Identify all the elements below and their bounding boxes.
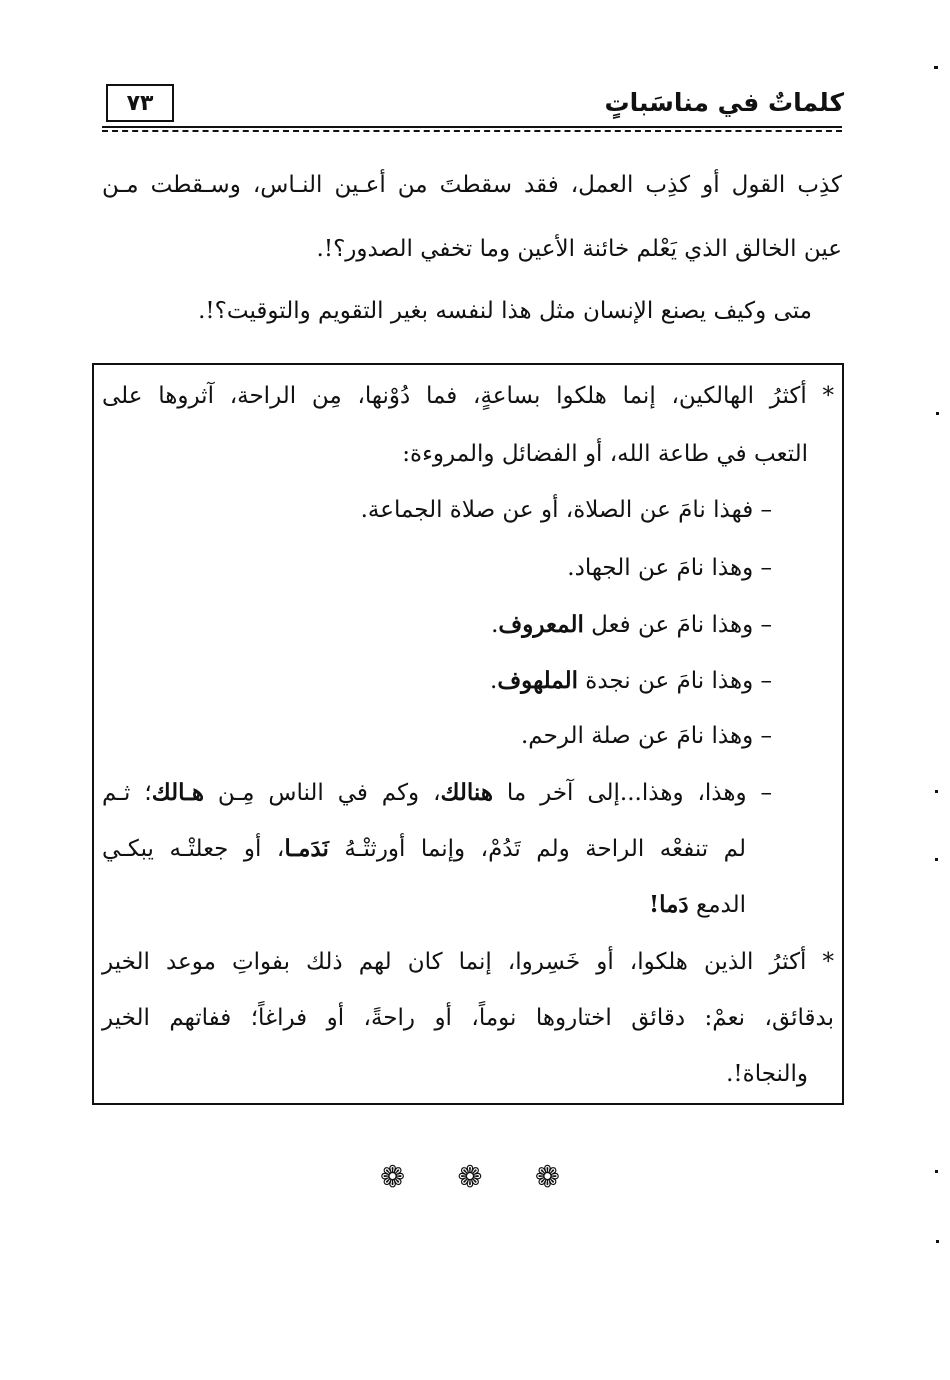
box-p2-line-2: بدقائق، نعمْ: دقائق اختاروها نوماً، أو راحةً، أو فراغاً؛ ففاتهم الخير [102,1005,834,1031]
list-item: – وهذا نامَ عن صلة الرحم. [520,723,772,749]
section-ornaments [380,1160,560,1195]
list-item-line-2 [102,835,746,862]
item-bold: الملهوف [497,667,578,694]
list-item-multiline [102,779,772,806]
item-text: – وهذا نامَ عن نجدة [585,668,772,694]
box-p1-line-2: التعب في طاعة الله، أو الفضائل والمروءة: [402,441,808,467]
scan-speck [936,412,939,415]
list-item: – وهذا نامَ عن فعل المعروف. [491,611,772,638]
scan-speck [935,858,938,861]
scan-speck [936,1240,939,1243]
list-item-line-3 [649,891,746,918]
body-line-2: عين الخالق الذي يَعْلم خائنة الأعين وما تخفي الصدور؟!. [316,236,842,262]
item-bold: دَما! [648,891,689,918]
list-item: – فهذا نامَ عن الصلاة، أو عن صلاة الجماعة. [360,497,772,523]
header-rule-dashed [102,130,842,132]
item-text: الدمع [695,892,746,918]
running-title: كلماتٌ في مناسَباتٍ [604,88,844,117]
item-text: ؛ ثـم [102,780,152,806]
item-text: لم تنفعْه الراحة ولم تَدُمْ، وإنما أورثتْـهُ [344,836,746,862]
item-text: – وهذا نامَ عن فعل [591,612,772,638]
body-line-3: متى وكيف يصنع الإنسان مثل هذا لنفسه بغير التقويم والتوقيت؟!. [198,298,812,324]
item-bold: نَدَمـا [284,835,329,862]
list-item: – وهذا نامَ عن نجدة الملهوف. [490,667,772,694]
item-text: ، وكم في الناس مِـن [217,780,441,806]
item-bold: هـالك [151,779,204,806]
box-p2-line-1: * أكثرُ الذين هلكوا، أو خَسِروا، إنما كان لهم ذلك بفواتِ موعد الخير [102,949,834,975]
scan-speck [935,790,938,793]
header-rule [102,126,842,128]
scan-speck [934,66,938,69]
boxed-section [92,363,844,1105]
box-p2-line-3: والنجاة!. [726,1061,808,1087]
page-number: ٧٣ [106,84,174,122]
flower-ornament-icon: ❁ [457,1160,483,1195]
list-item: – وهذا نامَ عن الجهاد. [567,555,772,581]
item-text: – وهذا، وهذا...إلى آخر ما [506,780,773,806]
body-line-1: كذِب القول أو كذِب العمل، فقد سقطتَ من أعـين النـاس، وسـقطت مـن [102,172,842,198]
item-bold: المعروف [498,611,584,638]
box-p1-line-1: * أكثرُ الهالكين، إنما هلكوا بساعةٍ، فما دُوْنها، مِن الراحة، آثروها على [102,383,834,409]
scan-speck [935,1170,938,1173]
item-text: ، أو جعلتْـه يبكـي [102,836,285,862]
item-bold: هنالك [440,779,493,806]
flower-ornament-icon: ❁ [534,1160,560,1195]
flower-ornament-icon: ❁ [380,1160,406,1195]
